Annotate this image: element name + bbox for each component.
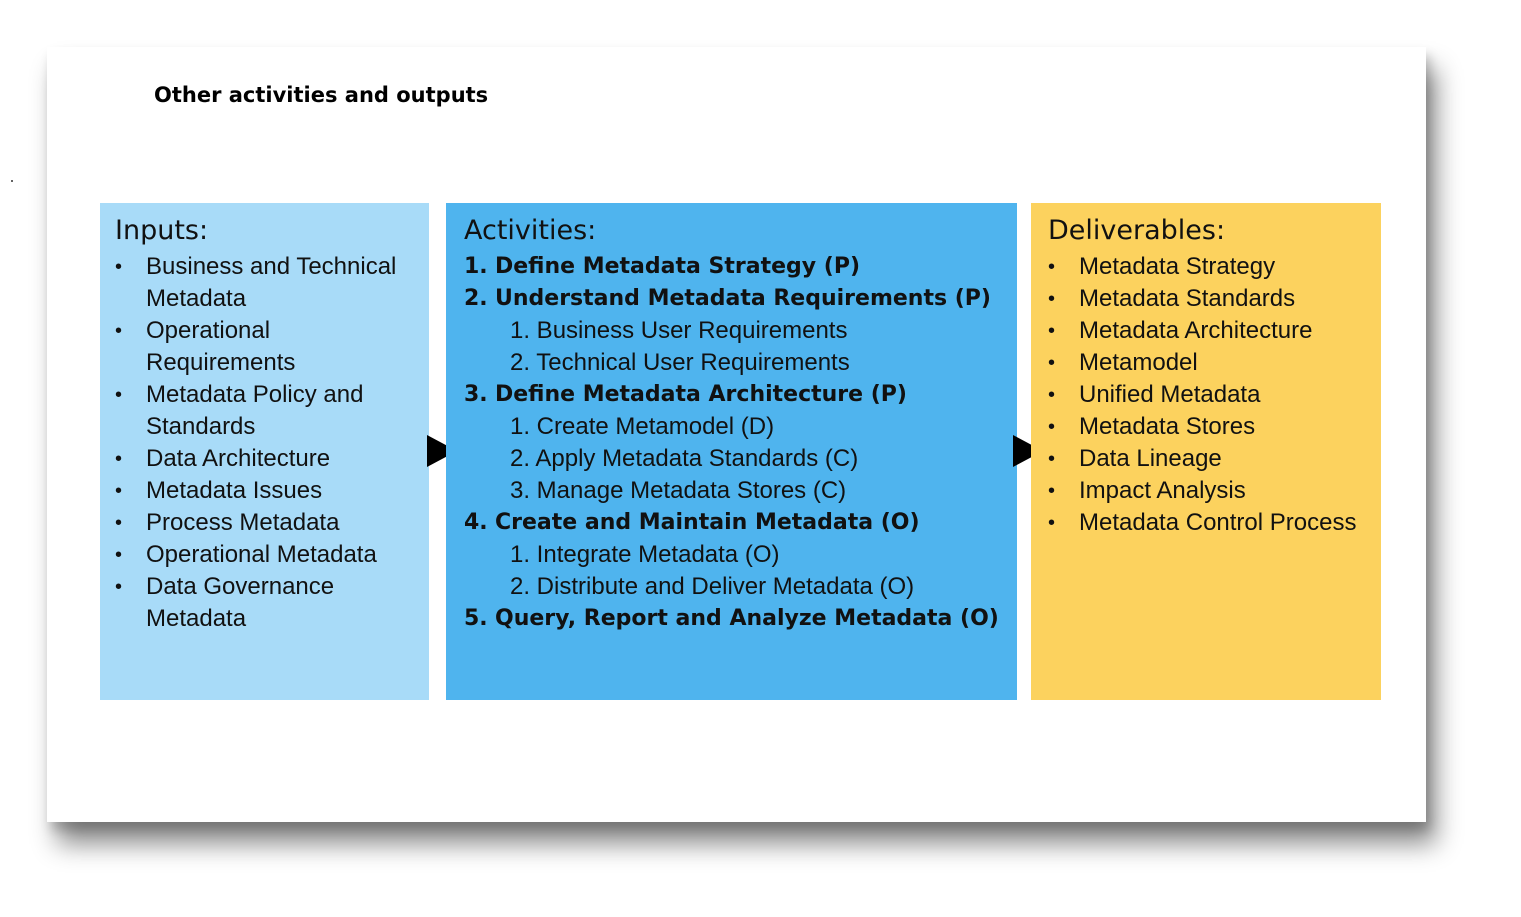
list-item-text: Data Lineage <box>1079 445 1222 472</box>
slide-title: Other activities and outputs <box>154 83 489 107</box>
list-item-text: Metadata Stores <box>1079 413 1256 440</box>
activities-box <box>446 203 1017 700</box>
bullet-icon: • <box>1048 384 1056 406</box>
activity-sub-list <box>495 411 1007 507</box>
list-item-text: Data Architecture <box>146 445 331 472</box>
bullet-icon: • <box>115 448 123 470</box>
bullet-icon: • <box>115 512 123 534</box>
activity-sub-item: 1. Create Metamodel (D) <box>510 413 775 440</box>
bullet-icon: • <box>115 576 123 598</box>
bullet-icon: • <box>115 256 123 278</box>
activity-label: Define Metadata Strategy (P) <box>495 254 860 279</box>
list-item-text: Metadata Strategy <box>1079 253 1276 280</box>
list-item-text: Unified Metadata <box>1079 381 1261 408</box>
list-item <box>115 315 419 379</box>
activity-item <box>464 379 1007 507</box>
activity-sub-item: 2. Apply Metadata Standards (C) <box>510 445 859 472</box>
inputs-box <box>100 203 429 700</box>
list-item <box>115 251 419 315</box>
activity-label: Create and Maintain Metadata (O) <box>495 510 920 535</box>
slide <box>47 47 1426 822</box>
bullet-icon: • <box>1048 256 1056 278</box>
bullet-icon: • <box>1048 416 1056 438</box>
bullet-icon: • <box>115 384 123 406</box>
list-item-text: Process Metadata <box>146 509 340 536</box>
list-item-text: Impact Analysis <box>1079 477 1246 504</box>
activity-number: 3. <box>464 382 488 407</box>
deliverables-heading: Deliverables: <box>1048 215 1226 246</box>
activity-label: Understand Metadata Requirements (P) <box>495 286 991 311</box>
bullet-icon: • <box>1048 320 1056 342</box>
bullet-icon: • <box>115 320 123 342</box>
deliverables-box <box>1031 203 1381 700</box>
activity-sub-item: 2. Distribute and Deliver Metadata (O) <box>510 573 915 600</box>
bullet-icon: • <box>115 480 123 502</box>
activity-label: Define Metadata Architecture (P) <box>495 382 907 407</box>
list-item <box>1048 379 1371 411</box>
activities-heading: Activities: <box>464 215 597 246</box>
activities-list <box>464 251 1007 635</box>
bullet-icon: • <box>1048 448 1056 470</box>
list-item <box>1048 475 1371 507</box>
activity-sub-item: 1. Integrate Metadata (O) <box>510 541 780 568</box>
stray-dot <box>11 180 13 182</box>
activity-sub-list <box>495 315 1007 379</box>
inputs-heading: Inputs: <box>115 215 209 246</box>
list-item-text: Metadata Control Process <box>1079 509 1357 536</box>
activity-label: Query, Report and Analyze Metadata (O) <box>495 606 999 631</box>
list-item <box>1048 283 1371 315</box>
list-item-text: Operational Metadata <box>146 541 377 568</box>
list-item-text: Metadata Policy and Standards <box>146 381 364 440</box>
activity-item <box>464 507 1007 603</box>
activity-number: 2. <box>464 286 488 311</box>
activity-item <box>464 251 1007 283</box>
list-item-text: Metadata Issues <box>146 477 323 504</box>
list-item <box>1048 443 1371 475</box>
list-item-text: Metadata Standards <box>1079 285 1296 312</box>
bullet-icon: • <box>1048 512 1056 534</box>
list-item <box>1048 507 1371 539</box>
list-item <box>115 507 419 539</box>
list-item <box>1048 251 1371 283</box>
list-item <box>115 571 419 635</box>
activity-sub-item: 1. Business User Requirements <box>510 317 848 344</box>
activity-number: 5. <box>464 606 488 631</box>
bullet-icon: • <box>1048 288 1056 310</box>
bullet-icon: • <box>1048 352 1056 374</box>
list-item <box>1048 411 1371 443</box>
list-item-text: Metadata Architecture <box>1079 317 1313 344</box>
list-item-text: Operational Requirements <box>146 317 296 376</box>
list-item <box>115 443 419 475</box>
list-item-text: Data Governance Metadata <box>146 573 335 632</box>
bullet-icon: • <box>1048 480 1056 502</box>
list-item <box>1048 315 1371 347</box>
activity-number: 4. <box>464 510 488 535</box>
activity-sub-list <box>495 539 1007 603</box>
bullet-icon: • <box>115 544 123 566</box>
list-item <box>115 379 419 443</box>
list-item <box>115 475 419 507</box>
inputs-list <box>115 251 419 635</box>
list-item <box>1048 347 1371 379</box>
list-item <box>115 539 419 571</box>
activity-sub-item: 3. Manage Metadata Stores (C) <box>510 477 847 504</box>
deliverables-list <box>1048 251 1371 539</box>
activity-item <box>464 283 1007 379</box>
activity-item <box>464 603 1007 635</box>
activity-sub-item: 2. Technical User Requirements <box>510 349 850 376</box>
list-item-text: Business and Technical Metadata <box>146 253 397 312</box>
list-item-text: Metamodel <box>1079 349 1198 376</box>
activity-number: 1. <box>464 254 488 279</box>
